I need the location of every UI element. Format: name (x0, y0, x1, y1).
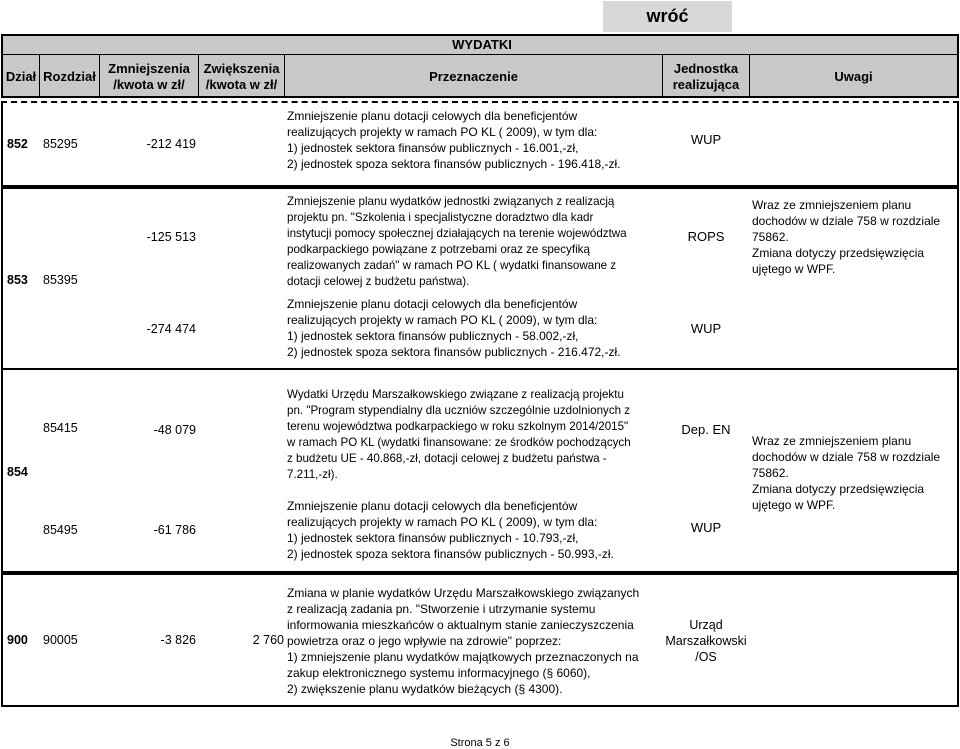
jednostka-cell-2: WUP (690, 321, 722, 336)
jednostka-cell: Urząd Marszałkowski /OS (665, 618, 747, 664)
zmniejszenia-cell: -3 826 (160, 633, 196, 647)
col-przeznaczenie: Przeznaczenie (429, 69, 518, 84)
uwagi-cell: Wraz ze zmniejszeniem planu dochodów w dziale 758 w rozdziale 75862. Zmiana dotyczy przedsięwzięcia ujętego w WPF. (752, 198, 941, 276)
rozdzial-cell: 85415 (43, 421, 78, 435)
row-852 (1, 103, 959, 187)
jednostka-cell-2: WUP (690, 520, 722, 535)
col-dzial: Dział (5, 69, 37, 84)
uwagi-cell: Wraz ze zmniejszeniem planu dochodów w dziale 758 w rozdziale 75862. Zmiana dotyczy przedsięwzięcia ujętego w WPF. (752, 434, 941, 512)
col-zmniejszenia: Zmniejszenia /kwota w zł/ (108, 61, 190, 92)
row-900 (1, 573, 959, 707)
row-group-853 (1, 187, 959, 370)
dzial-cell: 852 (7, 137, 28, 151)
col-jednostka: Jednostka realizująca (672, 61, 740, 92)
przeznaczenie-cell: Wydatki Urzędu Marszałkowskiego związane z realizacją projektu pn. "Program stypendialny dla uczniów szczególnie uzdolnionych z terenu województwa podkarpackiego w roku szkolnym 2014/2015" w ramach PO KL (wydatki finansowane: ze środków pochodzących z budżetu UE - 40.868,-zł, dotacji celowej z budżetu państwa - 7.211,-zł). (287, 388, 631, 481)
przeznaczenie-cell: Zmiana w planie wydatków Urzędu Marszałkowskiego związanych z realizacją zadania pn. "Stworzenie i utrzymanie systemu informowania mieszkańców o aktualnym stanie zanieczyszczenia powietrza oraz o jego wpływie na zdrowie" poprzez: 1) zmniejszenie planu wydatków majątkowych przeznaczonych na zakup elektronicznego systemu informacyjnego (§ 6060), 2) zwiększenie planu wydatków bieżących (§ 4300). (287, 586, 640, 696)
col-rozdzial: Rozdział (43, 69, 96, 84)
col-zwiekszenia: Zwiększenia /kwota w zł/ (203, 61, 280, 92)
dzial-cell: 853 (7, 273, 28, 287)
zmniejszenia-cell: -212 419 (146, 137, 196, 151)
jednostka-cell: WUP (690, 132, 722, 147)
dzial-cell: 854 (7, 465, 28, 479)
back-button[interactable]: wróć (603, 1, 732, 32)
przeznaczenie-cell-2: Zmniejszenie planu dotacji celowych dla beneficjentów realizujących projekty w ramach PO KL ( 2009), w tym dla: 1) jednostek sektora finansów publicznych - 10.793,-zł, 2) jednostek spoza sektora finansów publicznych - 50.993,-zł. (287, 499, 614, 561)
przeznaczenie-cell: Zmniejszenie planu wydatków jednostki związanych z realizacją projektu pn. "Szkolenia i specjalistyczne doradztwo dla kadr instytucji pomocy społecznej działających na terenie województwa podkarpackiego powiązane z potrzebami oraz ze specyfiką realizowanych zadań" w ramach PO KL ( wydatki finansowane z dotacji celowej z budżetu państwa). (287, 195, 627, 288)
rozdzial-cell: 85295 (43, 137, 78, 151)
rozdzial-cell-2: 85495 (43, 523, 78, 537)
zmniejszenia-cell-2: -61 786 (153, 523, 196, 537)
przeznaczenie-cell: Zmniejszenie planu dotacji celowych dla beneficjentów realizujących projekty w ramach PO KL ( 2009), w tym dla: 1) jednostek sektora finansów publicznych - 16.001,-zł, 2) jednostek spoza sektora finansów publicznych - 196.418,-zł. (287, 109, 621, 171)
jednostka-cell: Dep. EN (681, 422, 731, 437)
jednostka-cell: ROPS (687, 229, 725, 244)
col-uwagi: Uwagi (834, 69, 873, 84)
table-header (1, 34, 959, 98)
zmniejszenia-cell: -48 079 (153, 423, 196, 437)
page-number: Strona 5 z 6 (450, 737, 510, 749)
row-group-854 (1, 370, 959, 573)
zwiekszenia-cell: 2 760 (252, 633, 284, 647)
table-title: WYDATKI (452, 37, 512, 52)
zmniejszenia-cell: -125 513 (146, 230, 196, 244)
zmniejszenia-cell-2: -274 474 (146, 322, 196, 336)
rozdzial-cell: 90005 (43, 633, 78, 647)
rozdzial-cell: 85395 (43, 273, 78, 287)
przeznaczenie-cell-2: Zmniejszenie planu dotacji celowych dla beneficjentów realizujących projekty w ramach PO KL ( 2009), w tym dla: 1) jednostek sektora finansów publicznych - 58.002,-zł, 2) jednostek spoza sektora finansów publicznych - 216.472,-zł. (287, 297, 621, 359)
dzial-cell: 900 (7, 633, 28, 647)
